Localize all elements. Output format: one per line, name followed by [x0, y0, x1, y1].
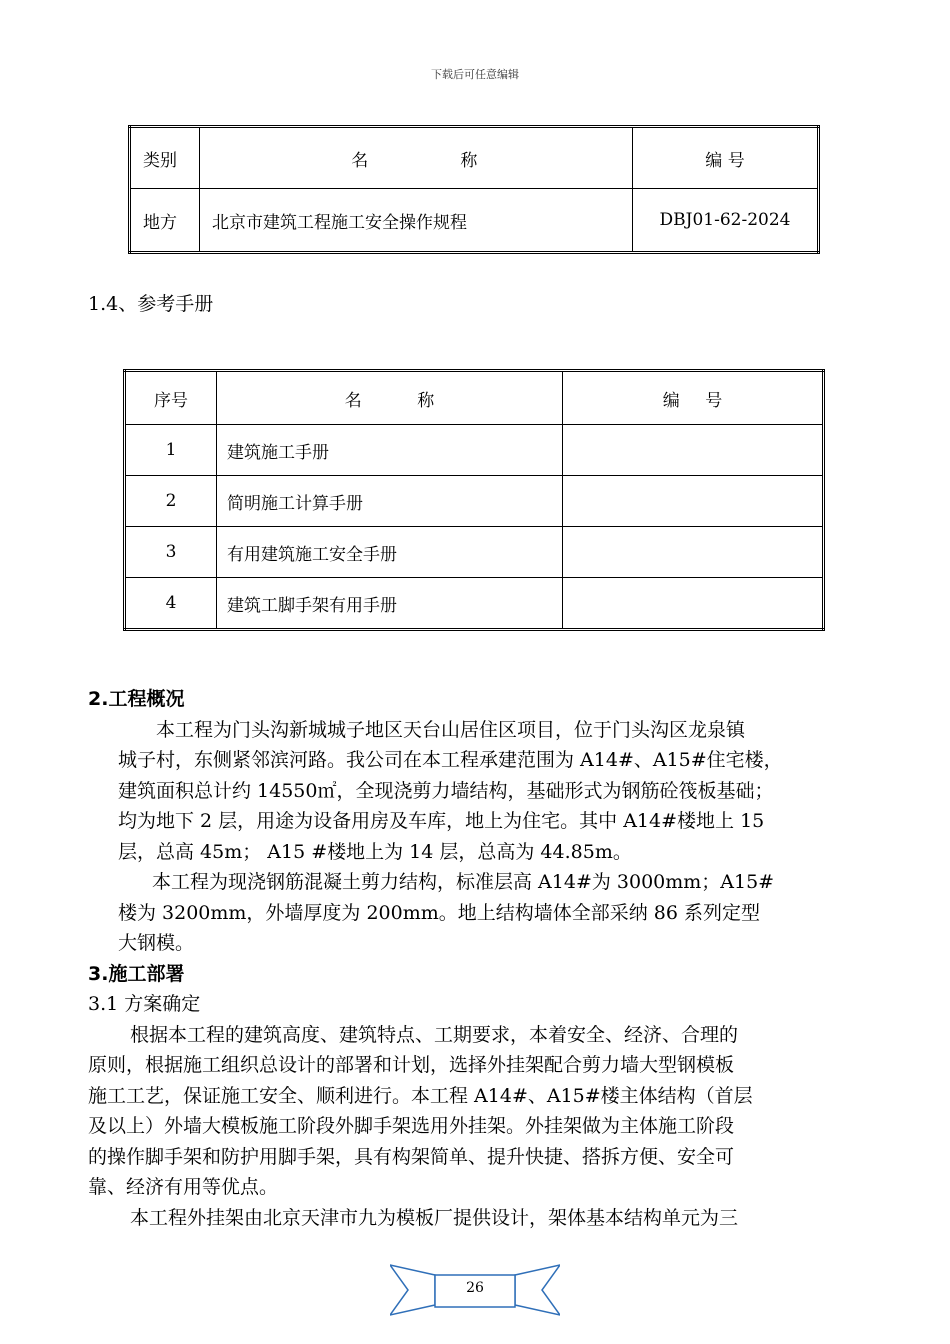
text-line: 层，总高 45m； A15 #楼地上为 14 层，总高为 44.85m。	[118, 840, 632, 863]
text-line: 的操作脚手架和防护用脚手架，具有构架简单、提升快捷、搭拆方便、安全可	[88, 1145, 735, 1168]
text-line: 均为地下 2 层，用途为设备用房及车库，地上为住宅。其中 A14#楼地上 15	[118, 810, 765, 832]
text-line: 建筑面积总计约 14550㎡，全现浇剪力墙结构，基础形式为钢筋砼筏板基础；	[118, 779, 774, 802]
cell-no: 1	[125, 425, 217, 476]
page-footer	[390, 1260, 560, 1320]
cell-code	[563, 578, 824, 630]
reference-manuals-table	[123, 369, 825, 631]
text-line: 楼为 3200mm，外墙厚度为 200mm。地上结构墙体全部采纳 86 系列定型	[118, 901, 761, 924]
cell-code: DBJ01-62-2024	[633, 189, 819, 253]
cell-name: 北京市建筑工程施工安全操作规程	[200, 189, 633, 253]
header-note: 下载后可任意编辑	[431, 68, 519, 81]
cell-code	[563, 425, 824, 476]
text-line: 本工程为现浇钢筋混凝土剪力结构，标准层高 A14#为 3000mm；A15#	[152, 871, 775, 893]
text-line: 及以上）外墙大模板施工阶段外脚手架选用外挂架。外挂架做为主体施工阶段	[88, 1115, 735, 1137]
text-line: 大钢模。	[118, 932, 195, 954]
table-row	[125, 425, 824, 476]
table-row	[125, 527, 824, 578]
text-line: 根据本工程的建筑高度、建筑特点、工期要求，本着安全、经济、合理的	[130, 1023, 739, 1046]
section-heading-1-4: 1.4、参考手册	[88, 293, 214, 315]
section-heading-3: 3.施工部署	[88, 962, 185, 985]
text-line: 本工程为门头沟新城城子地区天台山居住区项目，位于门头沟区龙泉镇	[156, 718, 746, 741]
header-name: 名 称	[200, 127, 633, 189]
standards-table	[128, 125, 820, 254]
cell-code	[563, 527, 824, 578]
table-row	[125, 578, 824, 630]
body-text	[88, 684, 868, 1233]
cell-name: 有用建筑施工安全手册	[217, 527, 563, 578]
project-overview-paragraph	[118, 715, 868, 868]
design-paragraph	[88, 1203, 868, 1234]
section-heading-2: 2.工程概况	[88, 688, 185, 710]
cell-name: 建筑工脚手架有用手册	[217, 578, 563, 630]
table-row	[125, 476, 824, 527]
plan-paragraph	[88, 1020, 868, 1203]
text-line: 城子村，东侧紧邻滨河路。我公司在本工程承建范围为 A14#、A15#住宅楼，	[118, 749, 783, 771]
structure-paragraph	[118, 867, 868, 959]
cell-no: 3	[125, 527, 217, 578]
header-name: 名 称	[217, 371, 563, 425]
header-code: 编 号	[633, 127, 819, 189]
cell-code	[563, 476, 824, 527]
cell-no: 4	[125, 578, 217, 630]
text-line: 靠、经济有用等优点。	[88, 1176, 279, 1198]
cell-no: 2	[125, 476, 217, 527]
header-no: 序号	[125, 371, 217, 425]
text-line: 本工程外挂架由北京天津市九为模板厂提供设计，架体基本结构单元为三	[130, 1206, 739, 1229]
table-row	[130, 189, 819, 253]
cell-category: 地方	[130, 189, 200, 253]
table-header-row	[130, 127, 819, 189]
page-number: 26	[466, 1280, 484, 1296]
header-category: 类别	[130, 127, 200, 189]
text-line: 原则，根据施工组织总设计的部署和计划，选择外挂架配合剪力墙大型钢模板	[88, 1054, 735, 1076]
table-header-row	[125, 371, 824, 425]
subsection-heading-3-1: 3.1 方案确定	[88, 993, 201, 1015]
cell-name: 简明施工计算手册	[217, 476, 563, 527]
header-code: 编 号	[563, 371, 824, 425]
cell-name: 建筑施工手册	[217, 425, 563, 476]
text-line: 施工工艺，保证施工安全、顺利进行。本工程 A14#、A15#楼主体结构（首层	[88, 1084, 753, 1107]
